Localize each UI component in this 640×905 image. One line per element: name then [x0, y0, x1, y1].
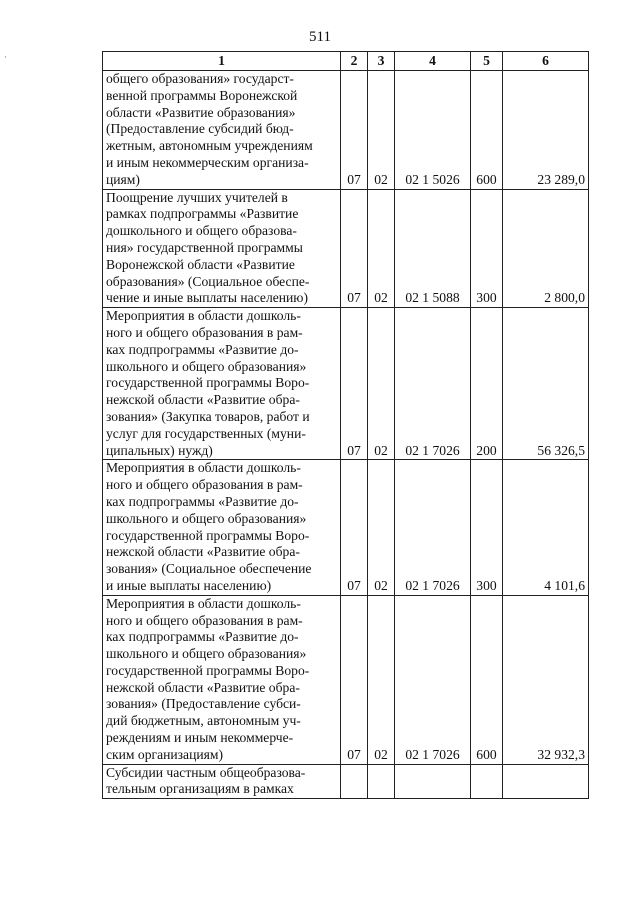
row-name: Мероприятия в области дошколь- ного и общего образования в рам- ках подпрограммы «Развитие до- школьного и общего образования» государственной программы Воро- нежской области «Развитие обра- зования» (Предоставление субси- дий бюджетным, автономным уч- реждениям и иным некоммерче- ским организациям) [103, 595, 341, 764]
table-row [103, 595, 589, 764]
table-row [103, 460, 589, 595]
table-row [103, 71, 589, 190]
row-section: 07 [341, 189, 368, 308]
row-amount: 4 101,6 [503, 460, 589, 595]
table-row [103, 189, 589, 308]
header-col-3: 3 [368, 52, 395, 71]
row-amount [503, 764, 589, 799]
row-name: Субсидии частным общеобразова- тельным организациям в рамках [103, 764, 341, 799]
table-row [103, 764, 589, 799]
table-row [103, 308, 589, 460]
page-number: 511 [309, 29, 331, 45]
row-target-code: 02 1 5088 [395, 189, 471, 308]
row-amount: 56 326,5 [503, 308, 589, 460]
header-col-1: 1 [103, 52, 341, 71]
row-target-code: 02 1 7026 [395, 308, 471, 460]
header-col-5: 5 [471, 52, 503, 71]
table-body [103, 71, 589, 799]
row-expense-type: 300 [471, 460, 503, 595]
row-amount: 23 289,0 [503, 71, 589, 190]
row-name: Поощрение лучших учителей в рамках подпрограммы «Развитие дошкольного и общего образова- ния» государственной программы Воронежской области «Развитие образования» (Социальное обеспе- чение и иные выплаты населению) [103, 189, 341, 308]
row-subsection: 02 [368, 460, 395, 595]
header-row [103, 52, 589, 71]
header-col-6: 6 [503, 52, 589, 71]
row-expense-type: 600 [471, 71, 503, 190]
row-expense-type: 200 [471, 308, 503, 460]
row-target-code: 02 1 7026 [395, 595, 471, 764]
row-name: общего образования» государст- венной программы Воронежской области «Развитие образования» (Предоставление субсидий бюд- жетным, автономным учреждениям и иным некоммерческим организа- циям) [103, 71, 341, 190]
row-subsection: 02 [368, 71, 395, 190]
row-subsection [368, 764, 395, 799]
header-col-4: 4 [395, 52, 471, 71]
row-name: Мероприятия в области дошколь- ного и общего образования в рам- ках подпрограммы «Развитие до- школьного и общего образования» государственной программы Воро- нежской области «Развитие обра- зования» (Социальное обеспечение и иные выплаты населению) [103, 460, 341, 595]
row-target-code [395, 764, 471, 799]
row-expense-type: 300 [471, 189, 503, 308]
row-target-code: 02 1 5026 [395, 71, 471, 190]
row-amount: 32 932,3 [503, 595, 589, 764]
row-subsection: 02 [368, 595, 395, 764]
row-subsection: 02 [368, 189, 395, 308]
table-header [103, 52, 589, 71]
row-section: 07 [341, 460, 368, 595]
row-name: Мероприятия в области дошколь- ного и общего образования в рам- ках подпрограммы «Развитие до- школьного и общего образования» государственной программы Воро- нежской области «Развитие обра- зования» (Закупка товаров, работ и услуг для государственных (муни- ципальных) нужд) [103, 308, 341, 460]
row-subsection: 02 [368, 308, 395, 460]
row-section [341, 764, 368, 799]
header-col-2: 2 [341, 52, 368, 71]
budget-table [102, 51, 589, 799]
row-section: 07 [341, 71, 368, 190]
row-expense-type [471, 764, 503, 799]
row-expense-type: 600 [471, 595, 503, 764]
row-amount: 2 800,0 [503, 189, 589, 308]
row-section: 07 [341, 308, 368, 460]
row-target-code: 02 1 7026 [395, 460, 471, 595]
row-section: 07 [341, 595, 368, 764]
margin-mark: · [4, 52, 7, 62]
